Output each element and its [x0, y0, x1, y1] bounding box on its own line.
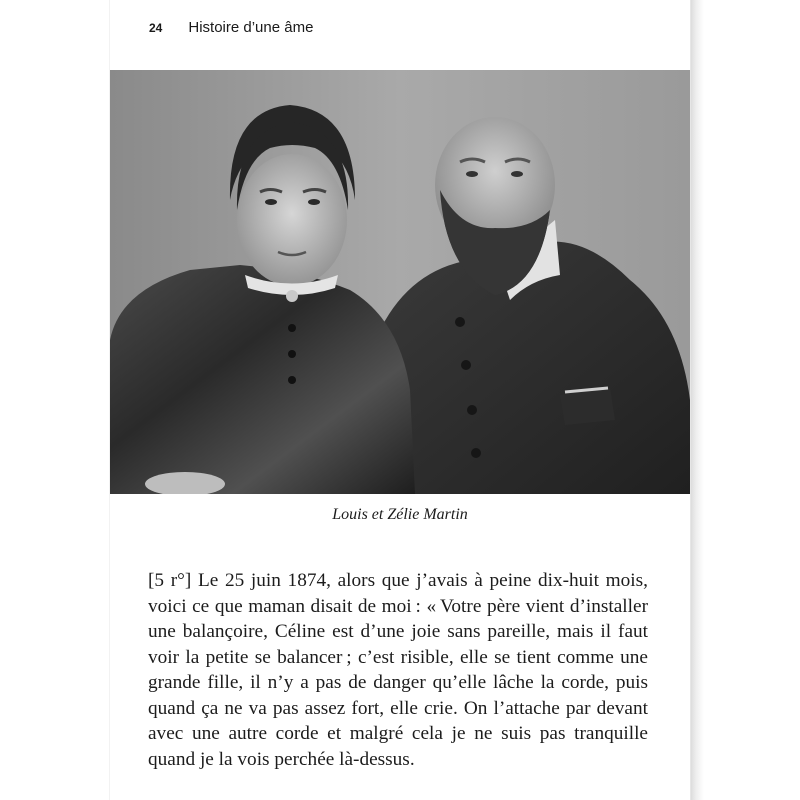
text-line: une balançoire, Céline est d’une joie sans pareille, mais il faut	[148, 621, 648, 642]
text-line: quand je la vois perchée là-dessus.	[148, 748, 415, 770]
body-paragraph	[148, 568, 648, 772]
text-line: voir la petite se balancer ; c’est risible, elle se tient comme une	[148, 646, 648, 668]
text-line: avec une autre corde et malgré cela je ne suis pas tranquille	[148, 723, 648, 744]
text-line: quand ça ne va pas assez fort, elle crie. On l’attache par devant	[148, 697, 648, 719]
portrait-photo	[110, 70, 690, 494]
text-line: [5 r°] Le 25 juin 1874, alors que j’avais à peine dix-huit mois,	[148, 570, 648, 591]
page-edge-shadow	[690, 0, 800, 800]
photo-caption: Louis et Zélie Martin	[332, 506, 468, 523]
running-head	[149, 19, 313, 39]
page-number: 24	[149, 21, 163, 35]
text-line: voici ce que maman disait de moi : « Votre père vient d’installer	[148, 595, 648, 617]
text-line: grande fille, il n’y a pas de danger qu’elle lâche la corde, puis	[148, 672, 648, 693]
book-title: Histoire d’une âme	[188, 19, 314, 36]
book-page	[110, 0, 690, 800]
